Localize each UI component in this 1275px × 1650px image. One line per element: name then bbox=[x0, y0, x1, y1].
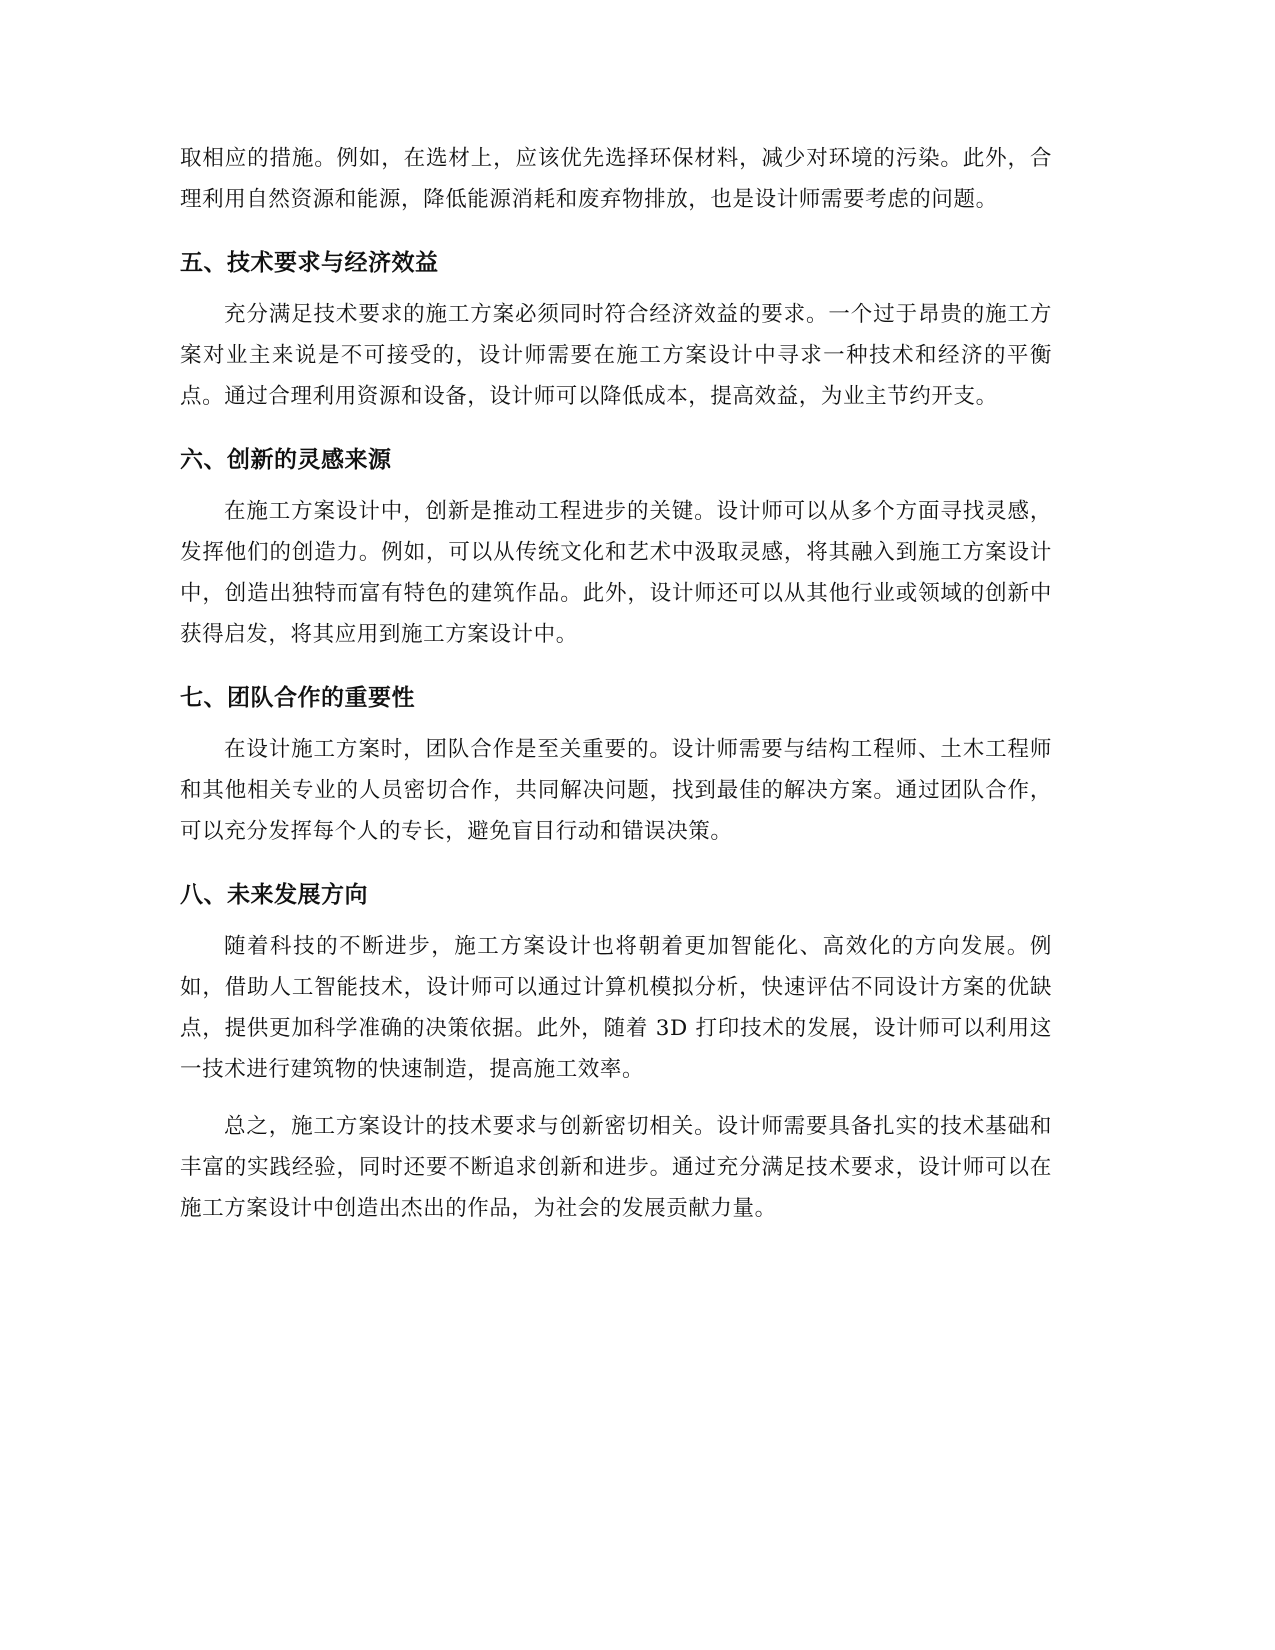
paragraph-section-5: 充分满足技术要求的施工方案必须同时符合经济效益的要求。一个过于昂贵的施工方案对业主来说是不可接受的，设计师需要在施工方案设计中寻求一种技术和经济的平衡点。通过合理利用资源和设备，设计师可以降低成本，提高效益，为业主节约开支。 bbox=[180, 302, 1052, 409]
section-heading-6: 六、创新的灵感来源 bbox=[180, 447, 392, 473]
paragraph-continuation: 取相应的措施。例如，在选材上，应该优先选择环保材料，减少对环境的污染。此外，合理利用自然资源和能源，降低能源消耗和废弃物排放，也是设计师需要考虑的问题。 bbox=[180, 146, 1052, 212]
paragraph-section-7: 在设计施工方案时，团队合作是至关重要的。设计师需要与结构工程师、土木工程师和其他相关专业的人员密切合作，共同解决问题，找到最佳的解决方案。通过团队合作，可以充分发挥每个人的专长，避免盲目行动和错误决策。 bbox=[180, 737, 1052, 844]
paragraph-section-8: 随着科技的不断进步，施工方案设计也将朝着更加智能化、高效化的方向发展。例如，借助人工智能技术，设计师可以通过计算机模拟分析，快速评估不同设计方案的优缺点，提供更加科学准确的决策依据。此外，随着 3D 打印技术的发展，设计师可以利用这一技术进行建筑物的快速制造，提高施工效率。 bbox=[180, 934, 1052, 1082]
document-body bbox=[180, 138, 1052, 1229]
paragraph-section-6: 在施工方案设计中，创新是推动工程进步的关键。设计师可以从多个方面寻找灵感，发挥他们的创造力。例如，可以从传统文化和艺术中汲取灵感，将其融入到施工方案设计中，创造出独特而富有特色的建筑作品。此外，设计师还可以从其他行业或领域的创新中获得启发，将其应用到施工方案设计中。 bbox=[180, 499, 1052, 647]
section-heading-8: 八、未来发展方向 bbox=[180, 882, 368, 908]
paragraph-conclusion: 总之，施工方案设计的技术要求与创新密切相关。设计师需要具备扎实的技术基础和丰富的实践经验，同时还要不断追求创新和进步。通过充分满足技术要求，设计师可以在施工方案设计中创造出杰出的作品，为社会的发展贡献力量。 bbox=[180, 1114, 1052, 1221]
section-heading-7: 七、团队合作的重要性 bbox=[180, 685, 415, 711]
section-heading-5: 五、技术要求与经济效益 bbox=[180, 250, 439, 276]
